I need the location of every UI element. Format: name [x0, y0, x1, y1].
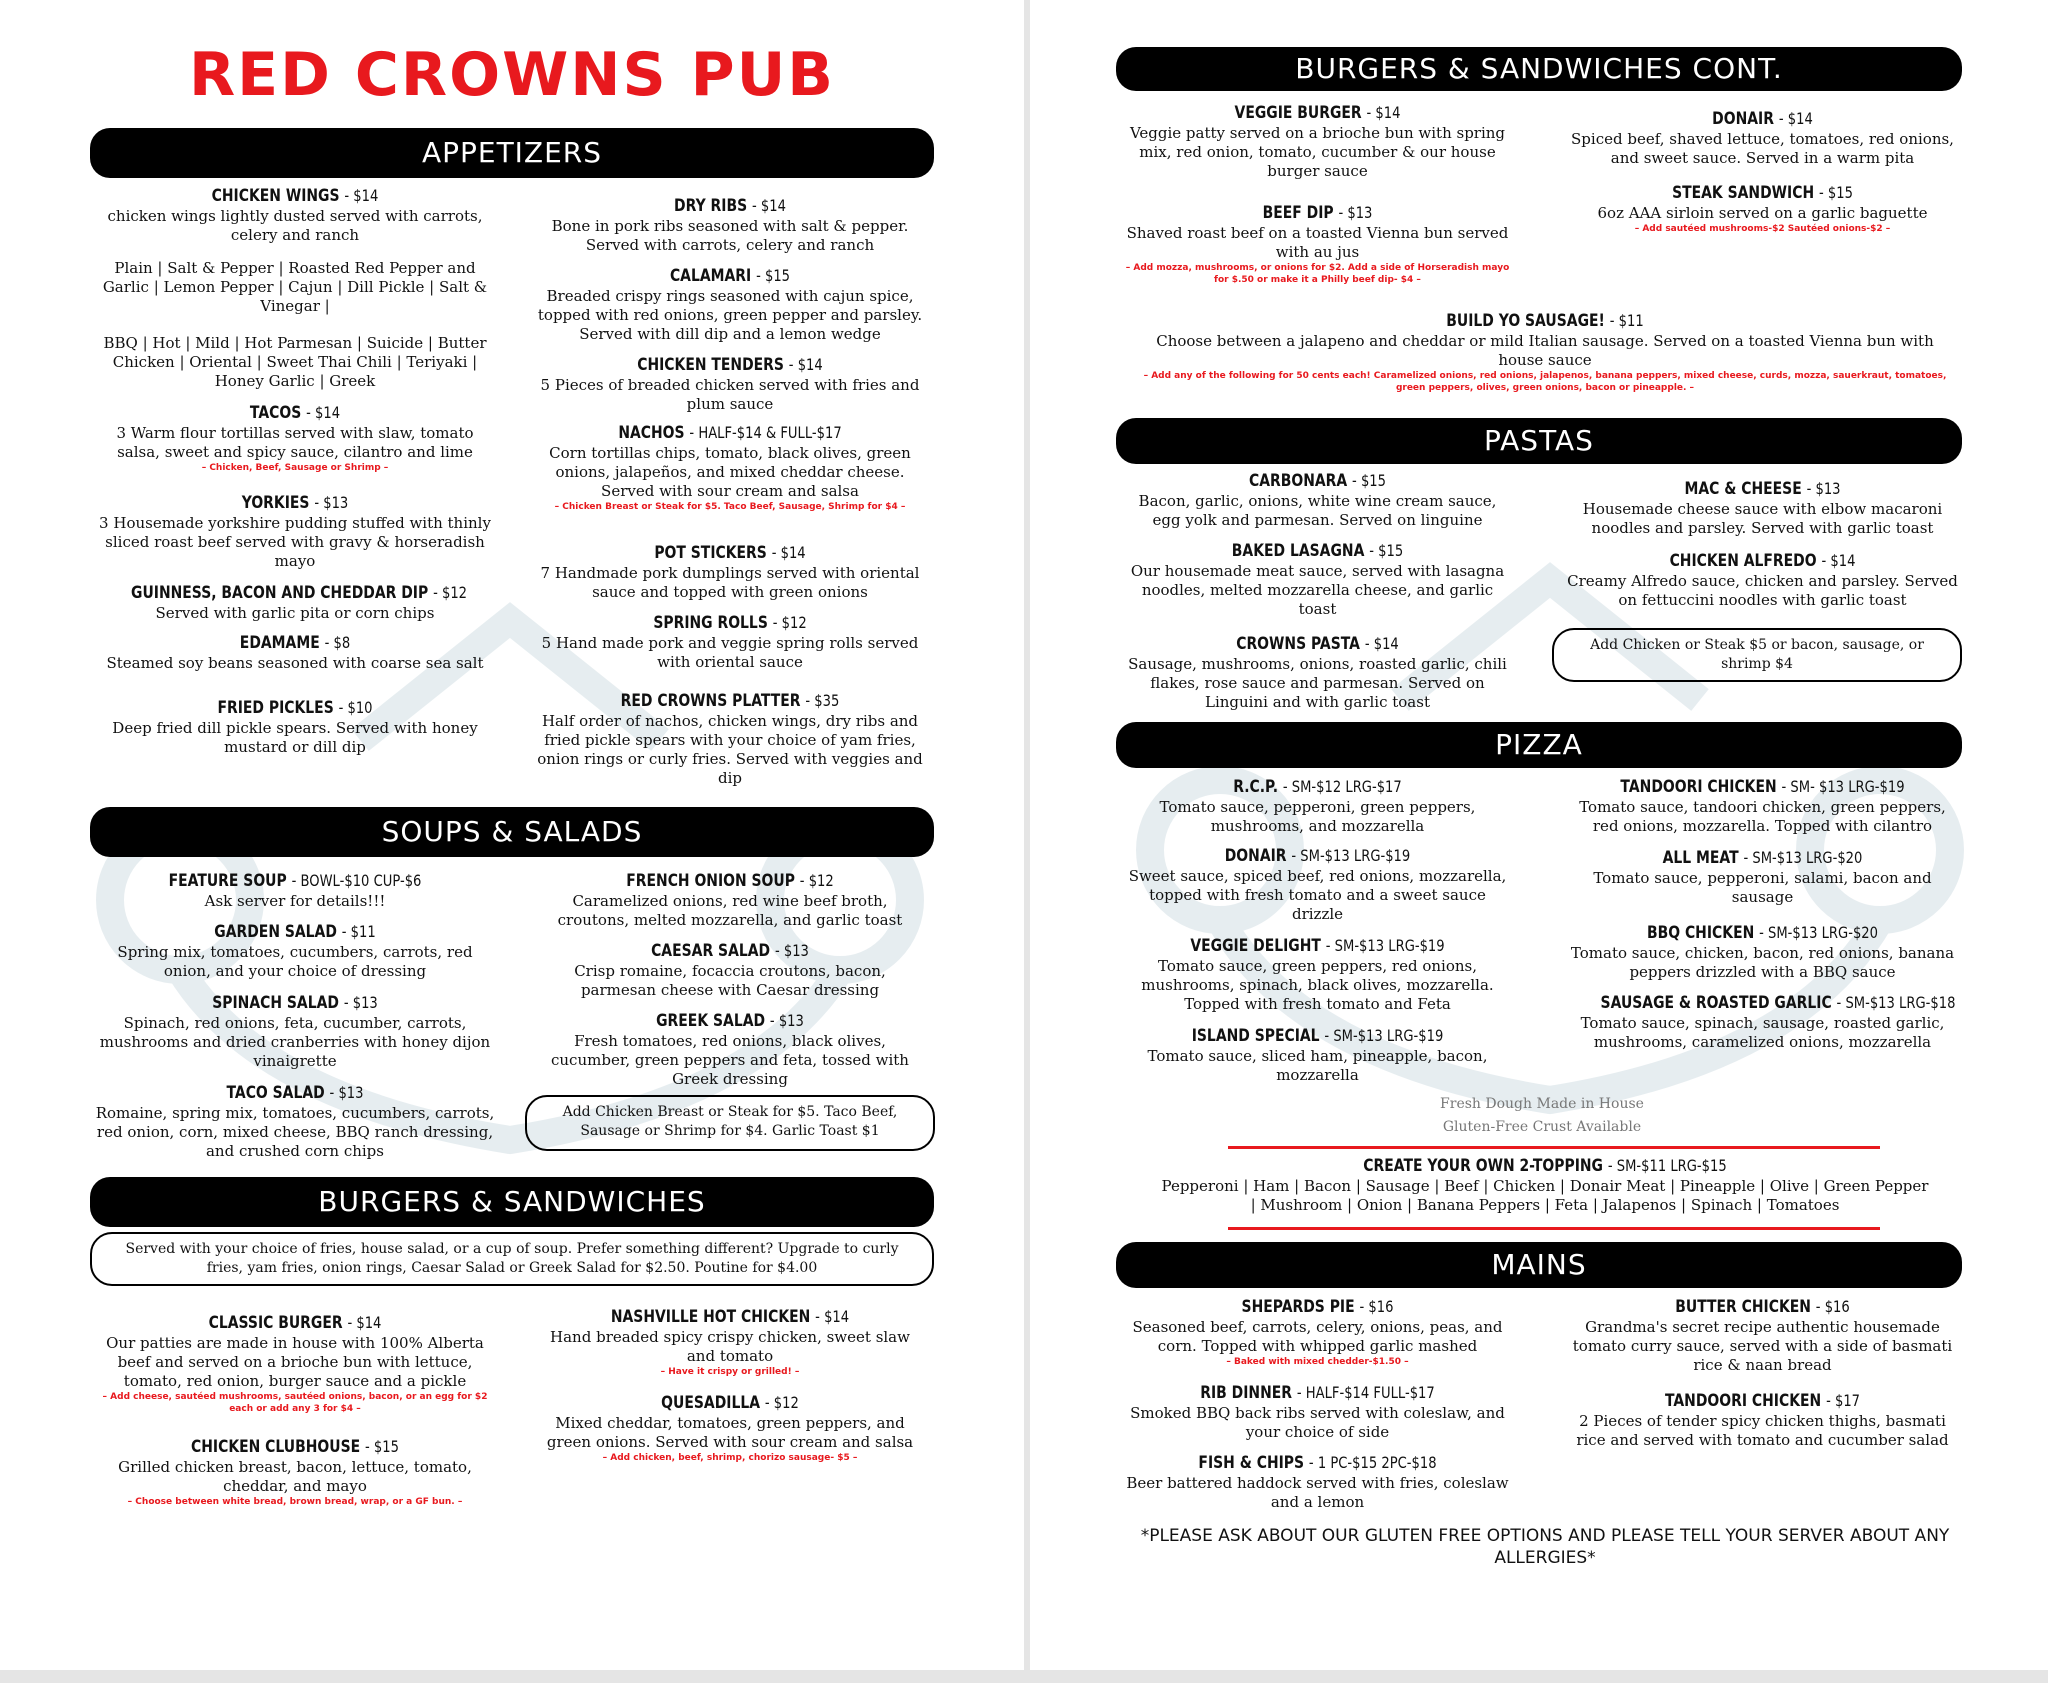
item-name: SPRING ROLLS [653, 613, 768, 633]
item-name: RED CROWNS PLATTER [620, 691, 801, 711]
item-description: Our patties are made in house with 100% Alberta beef and served on a brioche bun with lettuce, tomato, red onion, burger sauce and a pickle [106, 1334, 484, 1390]
item-price: - SM- $13 LRG-$19 [1781, 777, 1905, 796]
menu-item-carbonara [1125, 470, 1510, 530]
item-price: - $13 [774, 941, 809, 960]
menu-item-crowns-pasta [1125, 633, 1510, 712]
menu-item-red-crowns-platter [535, 690, 925, 788]
item-description: Choose between a jalapeno and cheddar or mild Italian sausage. Served on a toasted Vienna bun with house sauce [1156, 332, 1934, 369]
item-description: Deep fried dill pickle spears. Served with honey mustard or dill dip [112, 719, 478, 756]
item-description: Caramelized onions, red wine beef broth, croutons, melted mozzarella, and garlic toast [557, 892, 903, 929]
menu-item-caesar-salad [535, 940, 925, 1000]
menu-item-spinach-salad [95, 992, 495, 1071]
item-name: QUESADILLA [661, 1393, 761, 1413]
item-description: Breaded crispy rings seasoned with cajun spice, topped with red onions, green pepper and parsley. Served with dill dip and a lemon wedge [537, 287, 923, 343]
item-name: DONAIR [1224, 846, 1287, 866]
section-header-mains: MAINS [1116, 1242, 1962, 1288]
item-name: SAUSAGE & ROASTED GARLIC [1600, 993, 1832, 1013]
item-description: Tomato sauce, green peppers, red onions, mushrooms, spinach, black olives, mozzarella. Topped with fresh tomato and Feta [1141, 957, 1494, 1013]
section-header-soups-salads: SOUPS & SALADS [90, 807, 934, 857]
menu-item-taco-salad [95, 1082, 495, 1161]
item-price: - $15 [365, 1437, 399, 1456]
item-price: - $11 [1609, 311, 1644, 330]
item-price: - $14 [1821, 551, 1856, 570]
item-name: EDAMAME [239, 633, 320, 653]
item-name: SPINACH SALAD [212, 993, 339, 1013]
item-name: CALAMARI [669, 266, 752, 286]
pizza-gluten-free-note: Gluten-Free Crust Available [1442, 1119, 1642, 1135]
item-name: VEGGIE BURGER [1234, 103, 1362, 123]
item-price: - $12 [764, 1393, 799, 1412]
item-description: Tomato sauce, pepperoni, green peppers, mushrooms, and mozzarella [1159, 798, 1476, 835]
item-price: - SM-$13 LRG-$20 [1759, 923, 1878, 942]
menu-item-tacos [95, 402, 495, 474]
item-description: 2 Pieces of tender spicy chicken thighs, basmati rice and served with tomato and cucumber salad [1576, 1412, 1949, 1449]
pizza-dough-note: Fresh Dough Made in House [1440, 1096, 1644, 1112]
item-name: FRIED PICKLES [217, 698, 334, 718]
section-header-burgers-cont: BURGERS & SANDWICHES CONT. [1116, 47, 1962, 91]
menu-item-create-your-own-pizza [1120, 1155, 1970, 1215]
item-addon-note: – Add any of the following for 50 cents each! Caramelized onions, red onions, jalapenos, banana peppers, mixed cheese, curds, mozza, sauerkraut, tomatoes, green peppers, olives, green onions, bacon or pineapple. – [1143, 371, 1947, 393]
item-price: - $13 [343, 993, 378, 1012]
item-price: - $17 [1826, 1391, 1861, 1410]
item-description: 5 Hand made pork and veggie spring rolls served with oriental sauce [541, 634, 919, 671]
menu-item-donair [1565, 108, 1960, 168]
item-name: BUTTER CHICKEN [1675, 1297, 1811, 1317]
item-name: ISLAND SPECIAL [1191, 1026, 1320, 1046]
pizza-divider-top [1228, 1146, 1880, 1149]
item-description: Bacon, garlic, onions, white wine cream sauce, egg yolk and parmesan. Served on linguine [1138, 492, 1497, 529]
item-price: - SM-$13 LRG-$19 [1291, 846, 1411, 865]
item-addon-note: – Add chicken, beef, shrimp, chorizo sausage- $5 – [602, 1453, 858, 1463]
section-header-pastas: PASTAS [1116, 418, 1962, 464]
item-description: Tomato sauce, sliced ham, pineapple, bacon, mozzarella [1147, 1047, 1488, 1084]
menu-item-spring-rolls [535, 612, 925, 672]
item-price: - $35 [805, 691, 840, 710]
menu-item-edamame [95, 632, 495, 673]
menu-item-feature-soup [95, 870, 495, 911]
item-price: - $14 [771, 543, 806, 562]
item-description: Tomato sauce, pepperoni, salami, bacon and sausage [1593, 869, 1932, 906]
item-price: - $14 [1366, 103, 1401, 122]
item-name: BEEF DIP [1262, 203, 1334, 223]
topping-list: Pepperoni | Ham | Bacon | Sausage | Beef | Chicken | Donair Meat | Pineapple | Olive | Green Pepper [1161, 1177, 1929, 1195]
menu-item-pizza-all-meat [1565, 847, 1960, 907]
item-description: Fresh tomatoes, red onions, black olives, cucumber, green peppers and feta, tossed with Greek dressing [551, 1032, 909, 1088]
item-name: NASHVILLE HOT CHICKEN [610, 1307, 811, 1327]
menu-page-right [1030, 0, 2048, 1670]
menu-item-pot-stickers [535, 542, 925, 602]
menu-item-pizza-island-special [1125, 1025, 1510, 1085]
item-name: SHEPARDS PIE [1241, 1297, 1355, 1317]
item-name: RIB DINNER [1200, 1383, 1293, 1403]
item-name: CAESAR SALAD [651, 941, 771, 961]
menu-item-chicken-wings [95, 185, 495, 391]
item-addon-note: – Baked with mixed chedder-$1.50 – [1226, 1357, 1409, 1367]
item-description: Steamed soy beans seasoned with coarse sea salt [106, 654, 484, 672]
item-description: 7 Handmade pork dumplings served with oriental sauce and topped with green onions [540, 564, 920, 601]
item-name: MAC & CHEESE [1684, 479, 1802, 499]
menu-item-quesadilla [535, 1392, 925, 1464]
item-price: - $12 [772, 613, 807, 632]
menu-item-chicken-tenders [535, 354, 925, 414]
menu-item-garden-salad [95, 921, 495, 981]
menu-item-pizza-rcp [1125, 776, 1510, 836]
item-price: - $14 [1778, 109, 1813, 128]
item-price: - SM-$13 LRG-$18 [1836, 993, 1956, 1012]
restaurant-title: RED CROWNS PUB [188, 40, 836, 110]
item-price: - $11 [341, 922, 376, 941]
menu-item-nashville-hot-chicken [535, 1306, 925, 1378]
item-price: - SM-$13 LRG-$19 [1325, 936, 1445, 955]
item-price: - $15 [1818, 183, 1853, 202]
section-header-pizza: PIZZA [1116, 722, 1962, 768]
item-description: Shaved roast beef on a toasted Vienna bun served with au jus [1126, 224, 1509, 261]
item-price: - SM-$12 LRG-$17 [1282, 777, 1402, 796]
item-description: Veggie patty served on a brioche bun with spring mix, red onion, tomato, cucumber & our house burger sauce [1129, 124, 1506, 180]
menu-item-fried-pickles [95, 697, 495, 757]
item-price: - $15 [756, 266, 791, 285]
item-description: Tomato sauce, spinach, sausage, roasted garlic, mushrooms, caramelized onions, mozzarella [1580, 1014, 1945, 1051]
item-price: - $12 [799, 871, 834, 890]
wing-flavours-dry: Plain | Salt & Pepper | Roasted Red Pepper and Garlic | Lemon Pepper | Cajun | Dill Pickle | Salt & Vinegar | [102, 259, 488, 315]
item-price: - $12 [433, 583, 468, 602]
item-description: Smoked BBQ back ribs served with coleslaw, and your choice of side [1130, 1404, 1505, 1441]
item-description: Grilled chicken breast, bacon, lettuce, tomato, cheddar, and mayo [118, 1458, 472, 1495]
item-name: FRENCH ONION SOUP [626, 871, 795, 891]
item-price: - $13 [314, 493, 349, 512]
item-price: - $13 [769, 1011, 804, 1030]
menu-item-veggie-burger [1125, 102, 1510, 181]
item-name: TACO SALAD [226, 1083, 325, 1103]
menu-item-baked-lasagna [1125, 540, 1510, 619]
menu-item-pizza-sausage-garlic [1565, 992, 1960, 1052]
menu-item-dry-ribs [535, 195, 925, 255]
item-name: DRY RIBS [674, 196, 748, 216]
item-description: Tomato sauce, tandoori chicken, green peppers, red onions, mozzarella. Topped with cilantro [1579, 798, 1946, 835]
item-addon-note: – Chicken, Beef, Sausage or Shrimp – [201, 463, 389, 473]
item-addon-note: – Add cheese, sautéed mushrooms, sautéed onions, bacon, or an egg for $2 each or add any 3 for $4 – [102, 1392, 488, 1414]
item-price: - $14 [306, 403, 341, 422]
menu-item-classic-burger [95, 1312, 495, 1415]
item-description: chicken wings lightly dusted served with carrots, celery and ranch [107, 207, 483, 244]
pasta-addon-box: Add Chicken or Steak $5 or bacon, sausage, or shrimp $4 [1552, 628, 1962, 682]
item-name: VEGGIE DELIGHT [1190, 936, 1321, 956]
item-addon-note: – Add mozza, mushrooms, or onions for $2. Add a side of Horseradish mayo for $.50 or make it a Philly beef dip- $4 – [1125, 263, 1510, 285]
item-name: CHICKEN WINGS [211, 186, 340, 206]
item-name: NACHOS [618, 423, 685, 443]
item-name: STEAK SANDWICH [1672, 183, 1815, 203]
item-addon-note: – Have it crispy or grilled! – [660, 1367, 800, 1377]
item-price: - $14 [1364, 634, 1399, 653]
menu-item-pizza-donair [1125, 845, 1510, 924]
item-name: GREEK SALAD [656, 1011, 766, 1031]
item-description: Our housemade meat sauce, served with lasagna noodles, melted mozzarella cheese, and garlic toast [1130, 562, 1505, 618]
item-price: - $15 [1369, 541, 1404, 560]
menu-item-fish-chips [1125, 1452, 1510, 1512]
menu-item-steak-sandwich [1565, 182, 1960, 235]
item-name: CARBONARA [1248, 471, 1348, 491]
item-addon-note: – Choose between white bread, brown bread, wrap, or a GF bun. – [127, 1497, 463, 1507]
menu-item-calamari [535, 265, 925, 344]
item-price: - BOWL-$10 CUP-$6 [291, 871, 422, 890]
item-description: Hand breaded spicy crispy chicken, sweet slaw and tomato [550, 1328, 910, 1365]
item-price: - SM-$11 LRG-$15 [1607, 1156, 1727, 1175]
item-description: 5 Pieces of breaded chicken served with fries and plum sauce [540, 376, 920, 413]
item-price: - SM-$13 LRG-$19 [1324, 1026, 1444, 1045]
item-name: R.C.P. [1233, 777, 1279, 797]
item-name: CHICKEN TENDERS [637, 355, 784, 375]
item-description: 3 Housemade yorkshire pudding stuffed with thinly sliced roast beef served with gravy & horseradish mayo [99, 514, 491, 570]
item-name: CROWNS PASTA [1236, 634, 1360, 654]
item-price: - $13 [329, 1083, 364, 1102]
item-price: - $14 [815, 1307, 850, 1326]
item-name: GUINNESS, BACON AND CHEDDAR DIP [131, 583, 429, 603]
item-name: DONAIR [1712, 109, 1774, 129]
item-name: FEATURE SOUP [168, 871, 287, 891]
item-description: 3 Warm flour tortillas served with slaw, tomato salsa, sweet and spicy sauce, cilantro and lime [116, 424, 474, 461]
item-name: CHICKEN CLUBHOUSE [191, 1437, 361, 1457]
item-description: Sausage, mushrooms, onions, roasted garlic, chili flakes, rose sauce and parmesan. Served on Linguini and with garlic toast [1128, 655, 1507, 711]
item-price: - $14 [788, 355, 823, 374]
item-description: Ask server for details!!! [204, 892, 386, 910]
item-name: YORKIES [241, 493, 310, 513]
item-addon-note: – Add sautéed mushrooms-$2 Sautéed onions-$2 – [1634, 224, 1891, 234]
burger-sides-intro-box: Served with your choice of fries, house salad, or a cup of soup. Prefer something different? Upgrade to curly fries, yam fries, onion rings, Caesar Salad or Greek Salad for $2.50. Poutine for $4.00 [90, 1232, 934, 1286]
item-description: Housemade cheese sauce with elbow macaroni noodles and parsley. Served with garlic toast [1582, 500, 1943, 537]
item-name: GARDEN SALAD [214, 922, 337, 942]
item-description: Tomato sauce, chicken, bacon, red onions, banana peppers drizzled with a BBQ sauce [1570, 944, 1955, 981]
item-name: CLASSIC BURGER [208, 1313, 343, 1333]
item-description: Spiced beef, shaved lettuce, tomatoes, red onions, and sweet sauce. Served in a warm pita [1571, 130, 1954, 167]
item-price: - $16 [1359, 1297, 1394, 1316]
item-description: Corn tortillas chips, tomato, black olives, green onions, jalapeños, and mixed cheddar cheese. Served with sour cream and salsa [549, 444, 911, 500]
wing-flavours-sauced: BBQ | Hot | Mild | Hot Parmesan | Suicide | Butter Chicken | Oriental | Sweet Thai Chili | Teriyaki | Honey Garlic | Greek [103, 334, 487, 390]
item-name: CHICKEN ALFREDO [1669, 551, 1817, 571]
menu-item-nachos [535, 422, 925, 513]
item-description: Creamy Alfredo sauce, chicken and parsley. Served on fettuccini noodles with garlic toast [1567, 572, 1958, 609]
menu-item-pizza-bbq-chicken [1565, 922, 1960, 982]
menu-item-greek-salad [535, 1010, 925, 1089]
item-price: - $16 [1815, 1297, 1850, 1316]
item-price: - $10 [338, 698, 373, 717]
item-price: - $13 [1338, 203, 1373, 222]
item-name: BBQ CHICKEN [1646, 923, 1755, 943]
item-addon-note: – Chicken Breast or Steak for $5. Taco Beef, Sausage, Shrimp for $4 – [554, 502, 906, 512]
item-price: - $13 [1806, 479, 1841, 498]
menu-item-butter-chicken [1565, 1296, 1960, 1375]
item-name: BAKED LASAGNA [1231, 541, 1365, 561]
item-description: Seasoned beef, carrots, celery, onions, peas, and corn. Topped with whipped garlic mashed [1132, 1318, 1503, 1355]
item-name: POT STICKERS [654, 543, 767, 563]
item-description: Half order of nachos, chicken wings, dry ribs and fried pickle spears with your choice of yam fries, onion rings or curly fries. Served with veggies and dip [537, 712, 923, 787]
menu-item-chicken-clubhouse [95, 1436, 495, 1508]
item-description: Served with garlic pita or corn chips [155, 604, 435, 622]
menu-item-pizza-veggie-delight [1125, 935, 1510, 1014]
item-name: CREATE YOUR OWN 2-TOPPING [1363, 1156, 1603, 1176]
item-price: - SM-$13 LRG-$20 [1743, 848, 1863, 867]
item-price: - $14 [751, 196, 786, 215]
menu-page-left [0, 0, 1024, 1670]
allergy-notice: *PLEASE ASK ABOUT OUR GLUTEN FREE OPTIONS AND PLEASE TELL YOUR SERVER ABOUT ANY ALLERGIES* [1140, 1526, 1950, 1568]
salad-addon-box: Add Chicken Breast or Steak for $5. Taco Beef, Sausage or Shrimp for $4. Garlic Toast $1 [525, 1095, 935, 1151]
menu-item-french-onion-soup [535, 870, 925, 930]
item-price: - HALF-$14 & FULL-$17 [689, 423, 842, 442]
item-price: - $15 [1352, 471, 1387, 490]
item-description: Spring mix, tomatoes, cucumbers, carrots, red onion, and your choice of dressing [117, 943, 473, 980]
item-description: Sweet sauce, spiced beef, red onions, mozzarella, topped with fresh tomato and a sweet sauce drizzle [1128, 867, 1507, 923]
item-name: FISH & CHIPS [1198, 1453, 1305, 1473]
pizza-divider-bottom [1228, 1227, 1880, 1230]
section-header-appetizers: APPETIZERS [90, 128, 934, 178]
item-description: 6oz AAA sirloin served on a garlic baguette [1597, 204, 1928, 222]
section-header-burgers: BURGERS & SANDWICHES [90, 1177, 934, 1227]
item-price: - $14 [347, 1313, 382, 1332]
item-price: - $14 [344, 186, 379, 205]
item-name: ALL MEAT [1662, 848, 1739, 868]
item-description: Crisp romaine, focaccia croutons, bacon, parmesan cheese with Caesar dressing [574, 962, 886, 999]
item-price: - 1 PC-$15 2PC-$18 [1308, 1453, 1437, 1472]
menu-item-rib-dinner [1125, 1382, 1510, 1442]
item-name: TANDOORI CHICKEN [1664, 1391, 1822, 1411]
item-description: Grandma's secret recipe authentic housemade tomato curry sauce, served with a side of basmati rice & naan bread [1572, 1318, 1953, 1374]
menu-item-guinness-dip [95, 582, 495, 623]
menu-item-tandoori-chicken-main [1565, 1390, 1960, 1450]
menu-item-shepards-pie [1125, 1296, 1510, 1368]
item-price: - HALF-$14 FULL-$17 [1296, 1383, 1435, 1402]
menu-item-pizza-tandoori-chicken [1565, 776, 1960, 836]
menu-item-mac-cheese [1565, 478, 1960, 538]
item-name: BUILD YO SAUSAGE! [1446, 311, 1605, 331]
item-description: Mixed cheddar, tomatoes, green peppers, and green onions. Served with sour cream and salsa [546, 1414, 914, 1451]
item-name: TANDOORI CHICKEN [1620, 777, 1777, 797]
item-price: - $8 [324, 633, 351, 652]
topping-list-continued: | Mushroom | Onion | Banana Peppers | Feta | Jalapenos | Spinach | Tomatoes [1250, 1196, 1840, 1214]
item-name: TACOS [249, 403, 302, 423]
item-description: Beer battered haddock served with fries, coleslaw and a lemon [1126, 1474, 1509, 1511]
menu-item-beef-dip [1125, 202, 1510, 286]
item-description: Spinach, red onions, feta, cucumber, carrots, mushrooms and dried cranberries with honey dijon vinaigrette [99, 1014, 491, 1070]
item-description: Romaine, spring mix, tomatoes, cucumbers, carrots, red onion, corn, mixed cheese, BBQ ranch dressing, and crushed corn chips [95, 1104, 495, 1160]
menu-item-yorkies [95, 492, 495, 571]
menu-item-chicken-alfredo [1565, 550, 1960, 610]
menu-item-build-yo-sausage [1140, 310, 1950, 394]
item-description: Bone in pork ribs seasoned with salt & pepper. Served with carrots, celery and ranch [551, 217, 909, 254]
